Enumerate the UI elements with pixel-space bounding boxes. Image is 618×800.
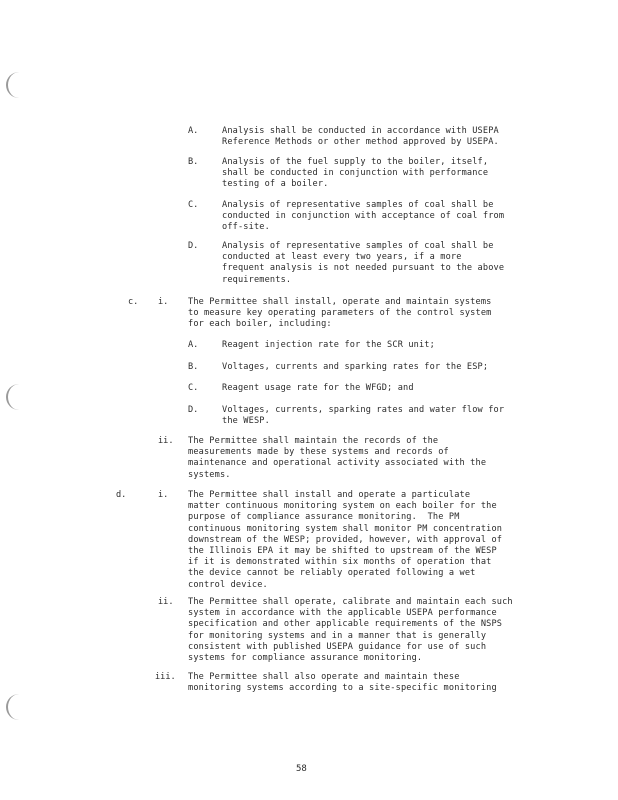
- item-label: A.: [188, 126, 199, 136]
- punch-hole: [6, 72, 24, 98]
- item-label: ii.: [158, 597, 174, 607]
- paragraph: Analysis shall be conducted in accordance with USEPA Reference Methods or other method approved by USEPA.: [222, 126, 499, 148]
- paragraph: Reagent usage rate for the WFGD; and: [222, 383, 414, 393]
- item-label: i.: [158, 490, 169, 500]
- item-label: A.: [188, 340, 199, 350]
- item-label: B.: [188, 157, 199, 167]
- item-label: ii.: [158, 436, 174, 446]
- punch-hole: [6, 694, 24, 720]
- page-number: 58: [296, 764, 307, 774]
- item-label: iii.: [155, 672, 176, 682]
- item-label: D.: [188, 241, 199, 251]
- item-label: C.: [188, 383, 199, 393]
- paragraph: The Permittee shall also operate and maintain these monitoring systems according to a site-specific monitoring: [188, 672, 497, 694]
- paragraph: The Permittee shall install and operate a particulate matter continuous monitoring system on each boiler for the purpose of compliance assurance monitoring. The PM continuous monitoring system shall monitor PM concentration downstream of the WESP; provided, however, with approval of the Illinois EPA it may be shifted to upstream of the WESP if it is demonstrated within six months of operation that the device cannot be reliably operated following a wet control device.: [188, 490, 503, 590]
- paragraph: Reagent injection rate for the SCR unit;: [222, 340, 435, 350]
- item-label: B.: [188, 362, 199, 372]
- paragraph: Analysis of representative samples of coal shall be conducted in conjunction with acceptance of coal from off-site.: [222, 200, 505, 233]
- paragraph: The Permittee shall install, operate and maintain systems to measure key operating parameters of the control system for each boiler, including:: [188, 297, 492, 330]
- paragraph: Analysis of the fuel supply to the boiler, itself, shall be conducted in conjunction with performance testing of a boiler.: [222, 157, 489, 190]
- paragraph: Voltages, currents and sparking rates for the ESP;: [222, 362, 489, 372]
- item-label: i.: [158, 297, 169, 307]
- paragraph: Analysis of representative samples of coal shall be conducted at least every two years, if a more frequent analysis is not needed pursuant to the above requirements.: [222, 241, 505, 285]
- item-label: C.: [188, 200, 199, 210]
- section-label: d.: [116, 490, 127, 500]
- punch-hole: [6, 384, 24, 410]
- item-label: D.: [188, 405, 199, 415]
- paragraph: The Permittee shall maintain the records of the measurements made by these systems and records of maintenance and operational activity associated with the systems.: [188, 436, 487, 480]
- section-label: c.: [128, 297, 139, 307]
- paragraph: Voltages, currents, sparking rates and water flow for the WESP.: [222, 405, 505, 427]
- paragraph: The Permittee shall operate, calibrate and maintain each such system in accordance with the applicable USEPA performance specification and other applicable requirements of the NSPS for monitoring systems and in a manner that is generally consistent with published USEPA guidance for use of such systems for compliance assurance monitoring.: [188, 597, 513, 664]
